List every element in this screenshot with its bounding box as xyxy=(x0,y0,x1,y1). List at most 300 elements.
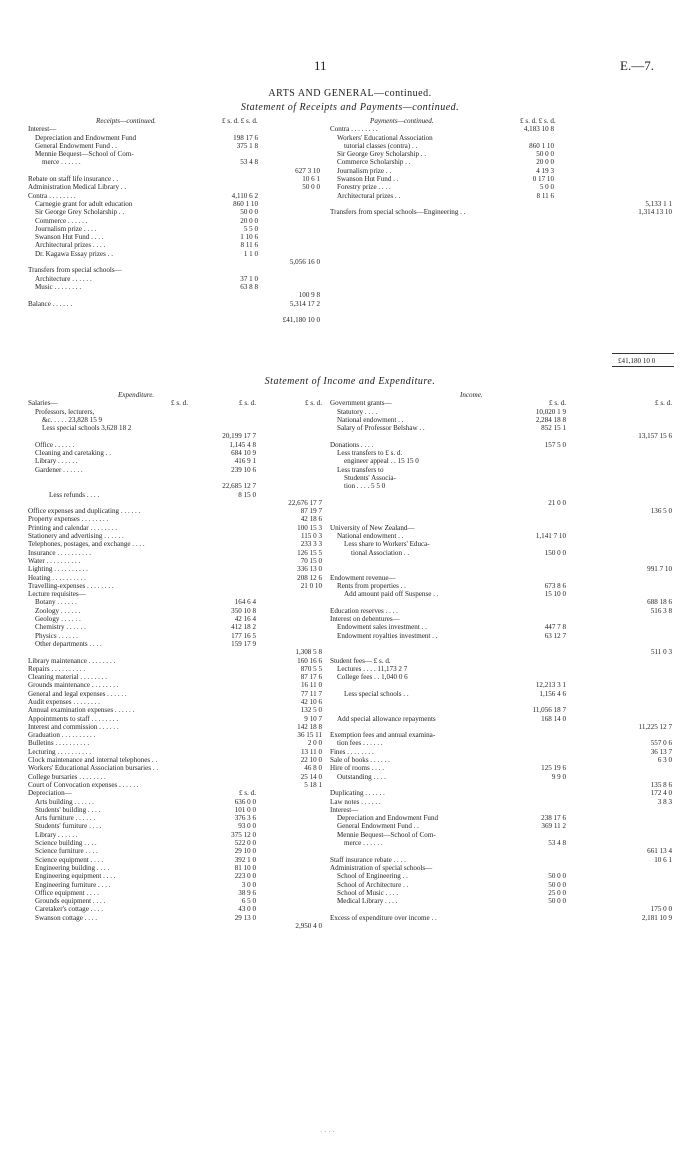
ledger-text: Interest— xyxy=(330,805,359,814)
ledger-amount: 13,157 15 6 xyxy=(638,432,672,441)
ledger-text: Education reserves . . . . xyxy=(330,606,398,615)
ledger-amount: 100 9 8 xyxy=(298,291,320,300)
ledger-amount: £ s. d. xyxy=(239,789,256,798)
ledger-amount: 350 10 8 xyxy=(231,606,256,615)
ledger-amount: 5,056 16 0 xyxy=(289,258,320,267)
income-column xyxy=(330,391,675,922)
ledger-amount: £ s. d. xyxy=(655,399,672,408)
ledger-amount: 5,133 1 1 xyxy=(645,199,672,208)
ledger-row xyxy=(330,142,675,150)
ledger-text: Endowment royalties investment . . xyxy=(337,631,438,640)
ledger-row xyxy=(28,632,328,640)
ledger-amount: 36 15 11 xyxy=(297,731,322,740)
ledger-row xyxy=(28,316,320,324)
ledger-text: Interest— xyxy=(28,125,57,134)
ledger-text: Transfers from special schools—Engineering . . xyxy=(330,208,466,217)
ledger-row xyxy=(28,466,328,474)
ledger-row xyxy=(330,208,675,216)
ledger-row xyxy=(28,175,320,183)
ledger-text: Swanson Hut Fund . . . . xyxy=(35,233,104,242)
ledger-amount: 21 0 10 xyxy=(300,581,322,590)
ledger-amount: 336 13 0 xyxy=(297,565,322,574)
ledger-text: Sir George Grey Scholarship . . xyxy=(337,150,427,159)
ledger-row xyxy=(330,698,675,706)
ledger-amount: 136 5 0 xyxy=(650,507,672,516)
ledger-amount: 239 10 6 xyxy=(231,465,256,474)
ledger-amount: 36 13 7 xyxy=(650,747,672,756)
receipts-colhead: £ s. d. £ s. d. xyxy=(222,117,258,125)
ledger-text: Physics . . . . . . xyxy=(35,631,78,640)
ledger-amount: 50 0 0 xyxy=(302,183,320,192)
ledger-text: Caretaker's cottage . . . . xyxy=(35,905,104,914)
ledger-row xyxy=(28,889,328,897)
ledger-row xyxy=(330,507,675,515)
ledger-text: School of Music . . . . xyxy=(337,888,399,897)
ledger-amount: 627 3 10 xyxy=(295,166,320,175)
ledger-row xyxy=(330,764,675,772)
ledger-amount: 157 5 0 xyxy=(544,440,566,449)
expenditure-column xyxy=(28,391,328,930)
ledger-row xyxy=(28,657,328,665)
payments-total: £41,180 10 0 xyxy=(618,357,656,365)
ledger-row xyxy=(28,233,320,241)
ledger-row xyxy=(330,648,675,656)
ledger-row xyxy=(330,134,675,142)
ledger-row xyxy=(28,524,328,532)
ledger-amount: 13 11 0 xyxy=(300,747,322,756)
ledger-row xyxy=(28,275,320,283)
ledger-row xyxy=(28,482,328,490)
ledger-row xyxy=(28,449,328,457)
ledger-row xyxy=(28,715,328,723)
ledger-row xyxy=(330,408,675,416)
ledger-amount: 172 4 0 xyxy=(650,789,672,798)
ledger-row xyxy=(330,549,675,557)
ledger-amount: 10 6 1 xyxy=(654,855,672,864)
ledger-row xyxy=(28,549,328,557)
ledger-text: Science furniture . . . . xyxy=(35,847,98,856)
ledger-text: Engineering furniture . . . . xyxy=(35,880,111,889)
payments-heading: Payments—continued. xyxy=(370,117,434,125)
ledger-amount: 233 3 3 xyxy=(300,540,322,549)
ledger-row xyxy=(28,665,328,673)
ledger-row xyxy=(330,839,675,847)
ledger-amount: 126 15 5 xyxy=(297,548,322,557)
ledger-text: Commerce Scholarship . . xyxy=(337,158,411,167)
ledger-amount: 2,950 4 0 xyxy=(295,922,322,930)
ledger-text: Chemistry . . . . . . xyxy=(35,623,86,632)
ledger-amount: 42 16 4 xyxy=(234,615,256,624)
ledger-row xyxy=(330,491,675,499)
ledger-text: Less refunds . . . . xyxy=(49,490,100,499)
ledger-text: Outstanding . . . . xyxy=(337,772,386,781)
ledger-text: Zoology . . . . . . xyxy=(35,606,81,615)
ledger-text: Add amount paid off Suspense . . xyxy=(344,590,439,599)
ledger-text: Staff insurance rebate . . . . xyxy=(330,855,406,864)
ledger-amount: 9 10 7 xyxy=(304,714,322,723)
ledger-row xyxy=(28,499,328,507)
ledger-amount: 375 1 8 xyxy=(236,141,258,150)
ledger-row xyxy=(28,723,328,731)
ledger-row xyxy=(330,499,675,507)
ledger-row xyxy=(28,623,328,631)
ledger-text: Medical Library . . . . xyxy=(337,897,398,906)
ledger-text: Court of Convocation expenses . . . . . . xyxy=(28,780,139,789)
ledger-amount: 375 12 0 xyxy=(231,830,256,839)
ledger-amount: 22 10 0 xyxy=(300,756,322,765)
ledger-amount: 164 6 4 xyxy=(234,598,256,607)
ledger-row xyxy=(28,798,328,806)
ledger-row xyxy=(28,241,320,249)
ledger-row xyxy=(28,640,328,648)
ledger-text: Less special schools 3,628 18 2 xyxy=(42,424,132,433)
ledger-amount: 208 12 6 xyxy=(297,573,322,582)
ledger-amount: 198 17 6 xyxy=(233,133,258,142)
ledger-text: Mennie Bequest—School of Com- xyxy=(337,830,436,839)
ledger-amount: £ s. d. xyxy=(305,399,322,408)
ledger-amount: 10 6 1 xyxy=(302,175,320,184)
ledger-row xyxy=(28,565,328,573)
ledger-text: Stationery and advertising . . . . . . xyxy=(28,532,124,541)
ledger-amount: 142 18 8 xyxy=(297,722,322,731)
ledger-row xyxy=(28,690,328,698)
ledger-amount: 53 4 8 xyxy=(548,839,566,848)
ledger-text: Sir George Grey Scholarship . . xyxy=(35,208,125,217)
ledger-amount: 2 0 0 xyxy=(307,739,322,748)
ledger-amount: £ s. d. xyxy=(549,399,566,408)
ledger-text: tutorial classes (contra) . . xyxy=(344,141,418,150)
ledger-amount: 135 8 6 xyxy=(650,780,672,789)
ledger-row xyxy=(330,466,675,474)
ledger-amount: 16 11 0 xyxy=(300,681,322,690)
ledger-row xyxy=(330,183,675,191)
ledger-row xyxy=(28,764,328,772)
ledger-amount: 29 13 0 xyxy=(234,913,256,922)
ledger-row xyxy=(28,258,320,266)
ledger-text: National endowment . . xyxy=(337,415,404,424)
ledger-text: Science building . . . . xyxy=(35,839,97,848)
ledger-text: Appointments to staff . . . . . . . . xyxy=(28,714,119,723)
ledger-amount: 100 15 3 xyxy=(297,523,322,532)
ledger-text: Fines . . . . . . . . xyxy=(330,747,374,756)
ledger-text: Lectures . . . . 11,173 2 7 xyxy=(337,664,408,673)
ledger-amount: 557 0 6 xyxy=(650,739,672,748)
ledger-amount: 160 16 6 xyxy=(297,656,322,665)
ledger-row xyxy=(330,449,675,457)
ledger-row xyxy=(28,399,328,407)
ledger-row xyxy=(330,881,675,889)
ledger-amount: 10,020 1 9 xyxy=(535,407,566,416)
ledger-text: Water . . . . . . . . . . xyxy=(28,556,81,565)
ledger-amount: 369 11 2 xyxy=(541,822,566,831)
ledger-row xyxy=(330,416,675,424)
ledger-amount: 661 13 4 xyxy=(647,847,672,856)
ledger-text: engineer appeal . . 15 15 0 xyxy=(344,457,419,466)
footer-mark: · · · · xyxy=(320,1128,335,1136)
ledger-text: Excess of expenditure over income . . xyxy=(330,913,437,922)
ledger-text: Gardener . . . . . . xyxy=(35,465,83,474)
ledger-text: Engineering equipment . . . . xyxy=(35,872,116,881)
ledger-text: Repairs . . . . . . . . . . xyxy=(28,664,86,673)
ledger-row xyxy=(330,640,675,648)
ledger-row xyxy=(330,665,675,673)
ledger-amount: 168 14 0 xyxy=(541,714,566,723)
ledger-row xyxy=(330,897,675,905)
ledger-amount: 25 0 0 xyxy=(548,888,566,897)
ledger-text: General Endowment Fund . . xyxy=(35,141,117,150)
ledger-text: Bulletins . . . . . . . . . . xyxy=(28,739,90,748)
ledger-row xyxy=(28,408,328,416)
ledger-text: Law notes . . . . . . xyxy=(330,797,381,806)
ledger-text: Library . . . . . . xyxy=(35,457,78,466)
ledger-row xyxy=(28,856,328,864)
ledger-amount: 238 17 6 xyxy=(541,814,566,823)
ledger-row xyxy=(28,822,328,830)
ledger-row xyxy=(28,814,328,822)
ledger-amount: 63 8 8 xyxy=(240,282,258,291)
ledger-row xyxy=(28,590,328,598)
ledger-row xyxy=(28,491,328,499)
ledger-text: Less special schools . . xyxy=(344,689,409,698)
ledger-row xyxy=(330,872,675,880)
ledger-amount: 4,183 10 8 xyxy=(523,125,554,134)
ledger-amount: 5 18 1 xyxy=(304,780,322,789)
receipts-column xyxy=(28,117,320,324)
ledger-row xyxy=(330,822,675,830)
ledger-amount: 673 8 6 xyxy=(544,581,566,590)
ledger-text: Architectural prizes . . xyxy=(337,191,401,200)
ledger-row xyxy=(330,789,675,797)
ledger-row xyxy=(28,424,328,432)
ledger-row xyxy=(28,150,320,158)
ledger-row xyxy=(330,574,675,582)
ledger-amount: 70 15 0 xyxy=(300,556,322,565)
ledger-text: Printing and calendar . . . . . . . . xyxy=(28,523,118,532)
ledger-row xyxy=(330,773,675,781)
ledger-row xyxy=(330,482,675,490)
ledger-amount: 20 0 0 xyxy=(536,158,554,167)
ledger-row xyxy=(330,731,675,739)
ledger-amount: 1,145 4 8 xyxy=(229,440,256,449)
ledger-row xyxy=(28,200,320,208)
ledger-amount: 22,676 17 7 xyxy=(288,498,322,507)
ledger-text: Exemption fees and annual examina- xyxy=(330,731,436,740)
ledger-row xyxy=(330,847,675,855)
ledger-amount: 991 7 10 xyxy=(647,565,672,574)
ledger-row xyxy=(28,416,328,424)
ledger-amount: 688 18 6 xyxy=(647,598,672,607)
ledger-amount: 5,314 17 2 xyxy=(289,299,320,308)
ledger-amount: 159 17 9 xyxy=(231,639,256,648)
ledger-row xyxy=(330,192,675,200)
ledger-row xyxy=(330,432,675,440)
ledger-row xyxy=(28,474,328,482)
ledger-amount: 3 0 0 xyxy=(241,880,256,889)
ledger-row xyxy=(330,739,675,747)
ledger-text: Music . . . . . . . . xyxy=(35,282,82,291)
ledger-amount: 50 0 0 xyxy=(548,897,566,906)
ledger-text: Workers' Educational Association xyxy=(337,133,433,142)
ledger-row xyxy=(330,150,675,158)
ledger-amount: 175 0 0 xyxy=(650,905,672,914)
ledger-row xyxy=(330,524,675,532)
ledger-text: Commerce . . . . . . xyxy=(35,216,88,225)
ledger-row xyxy=(28,532,328,540)
ledger-amount: £41,180 10 0 xyxy=(282,316,320,325)
ledger-text: Interest and commission . . . . . . xyxy=(28,722,119,731)
ledger-row xyxy=(28,582,328,590)
ledger-text: &c. . . . . 23,828 15 9 xyxy=(42,415,103,424)
ledger-row xyxy=(28,831,328,839)
ledger-row xyxy=(28,291,320,299)
ledger-text: Annual examination expenses . . . . . . xyxy=(28,706,135,715)
ledger-row xyxy=(330,864,675,872)
ledger-amount: 93 0 0 xyxy=(238,822,256,831)
ledger-text: Arts furniture . . . . . . xyxy=(35,814,96,823)
ledger-amount: 15 10 0 xyxy=(544,590,566,599)
ledger-amount: 684 10 9 xyxy=(231,449,256,458)
ledger-amount: 150 0 0 xyxy=(544,548,566,557)
ledger-amount: 860 1 10 xyxy=(233,199,258,208)
ledger-text: Grounds maintenance . . . . . . . . xyxy=(28,681,119,690)
ledger-text: Hire of rooms . . . . xyxy=(330,764,384,773)
ledger-text: Library . . . . . . xyxy=(35,830,78,839)
ledger-text: Salaries— xyxy=(28,399,58,408)
ledger-amount: 1,141 7 10 xyxy=(535,532,566,541)
ledger-amount: 9 9 0 xyxy=(551,772,566,781)
ledger-text: Students' Associa- xyxy=(344,473,396,482)
ledger-amount: 1 10 6 xyxy=(240,233,258,242)
ledger-row xyxy=(28,781,328,789)
ledger-row xyxy=(330,158,675,166)
ledger-text: Student fees— £ s. d. xyxy=(330,656,391,665)
ledger-row xyxy=(330,831,675,839)
ledger-amount: 50 0 0 xyxy=(240,208,258,217)
ledger-text: Depreciation and Endowment Fund xyxy=(337,814,439,823)
ledger-amount: 63 12 7 xyxy=(544,631,566,640)
ledger-row xyxy=(330,200,675,208)
ledger-text: Arts building . . . . . . xyxy=(35,797,94,806)
ledger-text: Lecture requisites— xyxy=(28,590,86,599)
ledger-amount: 20 0 0 xyxy=(240,216,258,225)
ledger-amount: 516 3 8 xyxy=(650,606,672,615)
ledger-row xyxy=(330,657,675,665)
ledger-text: Engineering building . . . . xyxy=(35,863,110,872)
ledger-text: Salary of Professor Belshaw . . xyxy=(337,424,425,433)
ledger-row xyxy=(28,881,328,889)
ledger-text: Endowment sales investment . . xyxy=(337,623,427,632)
ledger-row xyxy=(28,557,328,565)
ledger-text: Duplicating . . . . . . xyxy=(330,789,385,798)
ledger-text: Graduation . . . . . . . . . . xyxy=(28,731,96,740)
ledger-text: Rents from properties . . xyxy=(337,581,406,590)
payments-column xyxy=(330,117,675,217)
ledger-amount: 125 19 6 xyxy=(541,764,566,773)
ledger-text: Cleaning and caretaking . . xyxy=(35,449,112,458)
ledger-row xyxy=(330,673,675,681)
ledger-row xyxy=(330,623,675,631)
ledger-text: Dr. Kagawa Essay prizes . . xyxy=(35,249,114,258)
ledger-text: Administration of special schools— xyxy=(330,863,433,872)
ledger-amount: 6 3 0 xyxy=(657,756,672,765)
ledger-row xyxy=(28,739,328,747)
ledger-amount: 50 0 0 xyxy=(548,872,566,881)
ledger-text: Transfers from special schools— xyxy=(28,266,122,275)
ledger-row xyxy=(28,300,320,308)
ledger-row xyxy=(28,540,328,548)
ledger-text: Office expenses and duplicating . . . . . . xyxy=(28,507,141,516)
ledger-text: Carnegie grant for adult education xyxy=(35,199,133,208)
ledger-row xyxy=(28,208,320,216)
ledger-text: Architectural prizes . . . . xyxy=(35,241,106,250)
ledger-amount: 43 0 0 xyxy=(238,905,256,914)
ledger-row xyxy=(330,515,675,523)
ledger-text: Endowment revenue— xyxy=(330,573,396,582)
ledger-row xyxy=(330,607,675,615)
ledger-amount: 416 9 1 xyxy=(234,457,256,466)
ledger-amount: 38 9 6 xyxy=(238,888,256,897)
ledger-amount: 852 15 1 xyxy=(541,424,566,433)
ledger-text: Depreciation and Endowment Fund xyxy=(35,133,137,142)
receipts-payments-title: Statement of Receipts and Payments—continued. xyxy=(240,102,460,113)
ledger-row xyxy=(330,532,675,540)
ledger-row xyxy=(330,706,675,714)
ledger-amount: 522 0 0 xyxy=(234,839,256,848)
ledger-row xyxy=(28,839,328,847)
ledger-row xyxy=(330,399,675,407)
ledger-row xyxy=(28,441,328,449)
ledger-text: Swanson cottage . . . . xyxy=(35,913,98,922)
ledger-text: Grounds equipment . . . . xyxy=(35,897,106,906)
ledger-row xyxy=(28,731,328,739)
ledger-amount: 53 4 8 xyxy=(240,158,258,167)
ledger-amount: 1,314 13 10 xyxy=(638,208,672,217)
ledger-amount: 8 11 6 xyxy=(240,241,258,250)
ledger-row xyxy=(330,748,675,756)
ledger-amount: 20,199 17 7 xyxy=(222,432,256,441)
ledger-row xyxy=(28,905,328,913)
ledger-text: Heating . . . . . . . . . . xyxy=(28,573,86,582)
ledger-row xyxy=(28,806,328,814)
ledger-amount: 1,156 4 6 xyxy=(539,689,566,698)
ledger-text: Lecturing . . . . . . . . . . xyxy=(28,747,92,756)
ledger-row xyxy=(330,175,675,183)
ledger-row xyxy=(330,690,675,698)
ledger-row xyxy=(28,648,328,656)
ledger-text: Library maintenance . . . . . . . . xyxy=(28,656,116,665)
payments-colhead: £ s. d. £ s. d. xyxy=(520,117,556,125)
expenditure-heading: Expenditure. xyxy=(118,391,155,399)
ledger-row xyxy=(28,134,320,142)
ledger-row xyxy=(330,582,675,590)
ledger-amount: 447 7 8 xyxy=(544,623,566,632)
ledger-text: Office . . . . . . xyxy=(35,440,75,449)
ledger-row xyxy=(330,756,675,764)
ledger-row xyxy=(28,250,320,258)
ledger-text: Interest on debentures— xyxy=(330,615,400,624)
ledger-row xyxy=(330,806,675,814)
ledger-text: Donations . . . . xyxy=(330,440,374,449)
ledger-text: merce . . . . . . xyxy=(344,839,383,848)
ledger-row xyxy=(330,565,675,573)
ledger-row xyxy=(330,914,675,922)
ledger-text: Audit expenses . . . . . . . . xyxy=(28,697,100,706)
ledger-amount: 87 19 7 xyxy=(300,507,322,516)
ledger-text: Less transfers to xyxy=(337,465,384,474)
ledger-text: Workers' Educational Association bursaries . . xyxy=(28,764,159,773)
ledger-amount: 22,685 12 7 xyxy=(222,482,256,491)
ledger-amount: 42 10 6 xyxy=(300,697,322,706)
